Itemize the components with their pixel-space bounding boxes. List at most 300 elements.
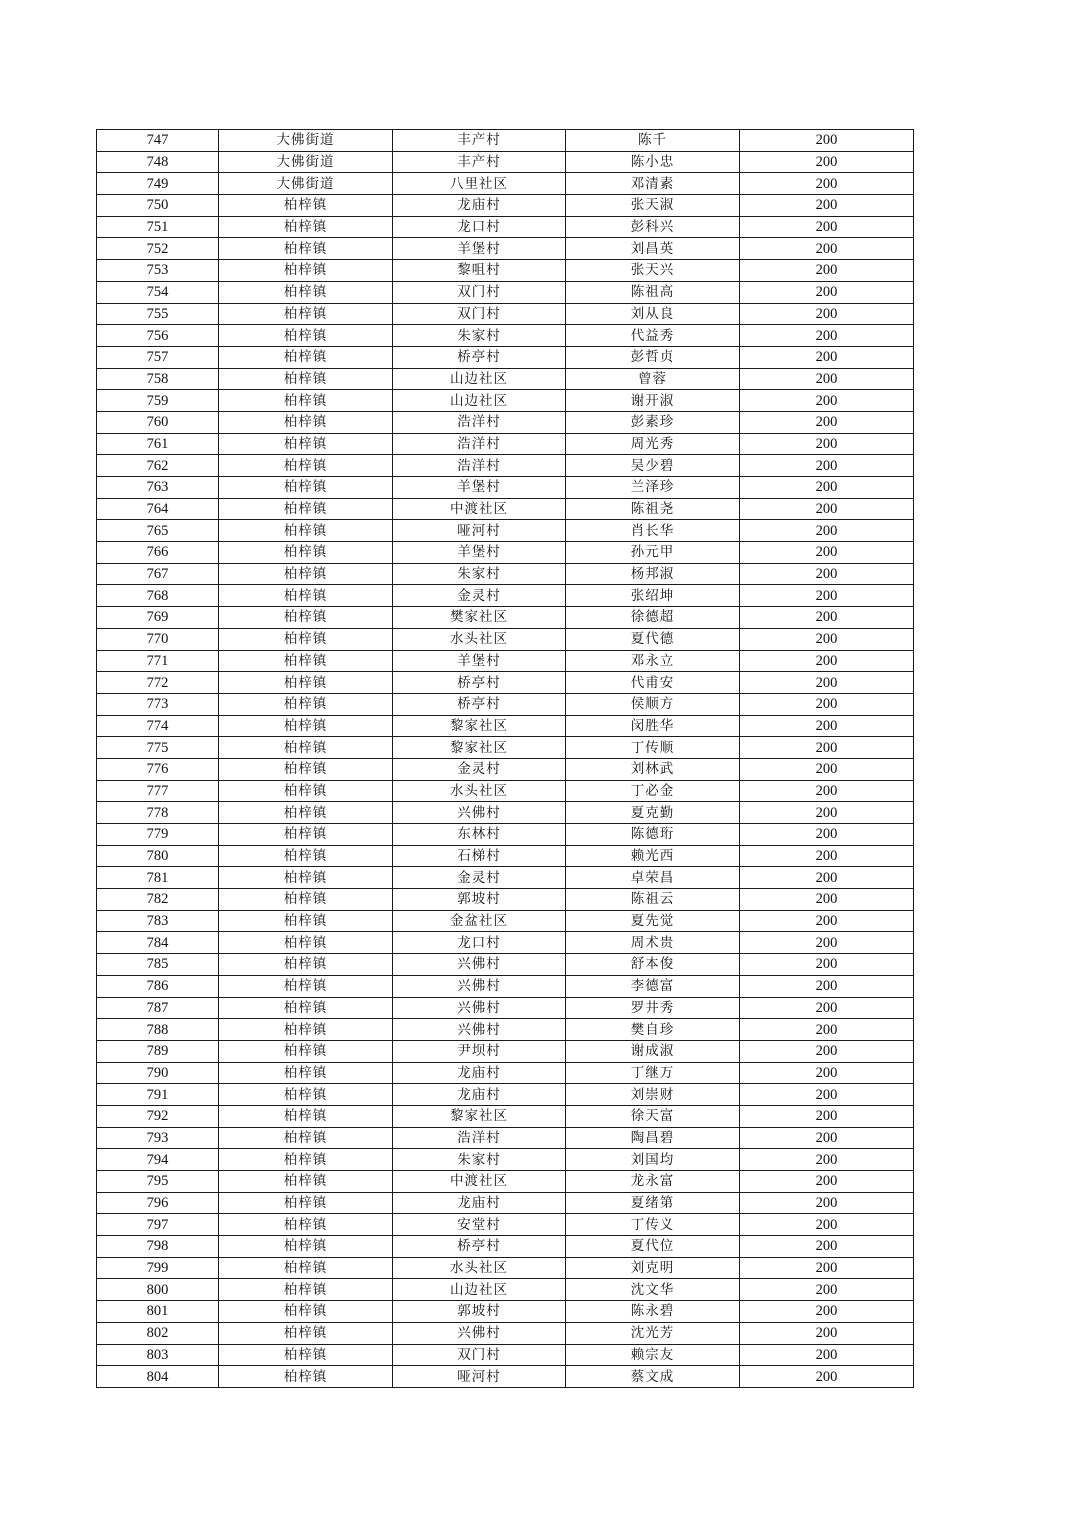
table-row (97, 303, 914, 325)
table-row (97, 1105, 914, 1127)
table-row (97, 975, 914, 997)
town-cell: 柏梓镇 (219, 845, 393, 867)
table-row (97, 997, 914, 1019)
amount-cell: 200 (740, 520, 914, 542)
row-number-cell: 789 (97, 1040, 219, 1062)
table-row (97, 411, 914, 433)
town-cell: 柏梓镇 (219, 889, 393, 911)
town-cell: 柏梓镇 (219, 975, 393, 997)
row-number-cell: 778 (97, 802, 219, 824)
amount-cell: 200 (740, 1366, 914, 1388)
amount-cell: 200 (740, 867, 914, 889)
town-cell: 柏梓镇 (219, 195, 393, 217)
row-number-cell: 783 (97, 910, 219, 932)
name-cell: 侯顺方 (566, 693, 740, 715)
town-cell: 柏梓镇 (219, 1236, 393, 1258)
village-cell: 兴佛村 (393, 954, 566, 976)
name-cell: 夏先觉 (566, 910, 740, 932)
table-row (97, 737, 914, 759)
row-number-cell: 800 (97, 1279, 219, 1301)
village-cell: 中渡社区 (393, 1171, 566, 1193)
town-cell: 柏梓镇 (219, 1019, 393, 1041)
row-number-cell: 763 (97, 477, 219, 499)
name-cell: 陈千 (566, 130, 740, 152)
amount-cell: 200 (740, 1214, 914, 1236)
name-cell: 罗井秀 (566, 997, 740, 1019)
row-number-cell: 754 (97, 281, 219, 303)
name-cell: 沈光芳 (566, 1322, 740, 1344)
row-number-cell: 752 (97, 238, 219, 260)
name-cell: 徐德超 (566, 607, 740, 629)
town-cell: 柏梓镇 (219, 1040, 393, 1062)
amount-cell: 200 (740, 368, 914, 390)
village-cell: 金盆社区 (393, 910, 566, 932)
town-cell: 柏梓镇 (219, 1344, 393, 1366)
town-cell: 柏梓镇 (219, 932, 393, 954)
town-cell: 柏梓镇 (219, 910, 393, 932)
table-row (97, 563, 914, 585)
town-cell: 柏梓镇 (219, 1214, 393, 1236)
amount-cell: 200 (740, 1301, 914, 1323)
village-cell: 郭坡村 (393, 1301, 566, 1323)
row-number-cell: 776 (97, 758, 219, 780)
town-cell: 柏梓镇 (219, 1279, 393, 1301)
amount-cell: 200 (740, 737, 914, 759)
town-cell: 柏梓镇 (219, 260, 393, 282)
town-cell: 柏梓镇 (219, 498, 393, 520)
row-number-cell: 764 (97, 498, 219, 520)
town-cell: 柏梓镇 (219, 303, 393, 325)
town-cell: 柏梓镇 (219, 628, 393, 650)
village-cell: 哑河村 (393, 520, 566, 542)
amount-cell: 200 (740, 954, 914, 976)
row-number-cell: 781 (97, 867, 219, 889)
table-row (97, 1344, 914, 1366)
village-cell: 黎家社区 (393, 737, 566, 759)
town-cell: 柏梓镇 (219, 477, 393, 499)
town-cell: 柏梓镇 (219, 433, 393, 455)
village-cell: 朱家村 (393, 325, 566, 347)
table-row (97, 1257, 914, 1279)
row-number-cell: 753 (97, 260, 219, 282)
amount-cell: 200 (740, 130, 914, 152)
town-cell: 柏梓镇 (219, 1257, 393, 1279)
row-number-cell: 782 (97, 889, 219, 911)
row-number-cell: 748 (97, 151, 219, 173)
name-cell: 卓荣昌 (566, 867, 740, 889)
table-row (97, 889, 914, 911)
amount-cell: 200 (740, 1192, 914, 1214)
amount-cell: 200 (740, 1105, 914, 1127)
village-cell: 龙庙村 (393, 1062, 566, 1084)
town-cell: 柏梓镇 (219, 346, 393, 368)
table-row (97, 368, 914, 390)
town-cell: 柏梓镇 (219, 585, 393, 607)
town-cell: 柏梓镇 (219, 737, 393, 759)
amount-cell: 200 (740, 628, 914, 650)
town-cell: 柏梓镇 (219, 216, 393, 238)
amount-cell: 200 (740, 1171, 914, 1193)
row-number-cell: 794 (97, 1149, 219, 1171)
town-cell: 柏梓镇 (219, 1171, 393, 1193)
amount-cell: 200 (740, 542, 914, 564)
table-row (97, 195, 914, 217)
village-cell: 桥亭村 (393, 346, 566, 368)
row-number-cell: 769 (97, 607, 219, 629)
table-row (97, 1019, 914, 1041)
town-cell: 柏梓镇 (219, 758, 393, 780)
name-cell: 徐天富 (566, 1105, 740, 1127)
amount-cell: 200 (740, 1257, 914, 1279)
row-number-cell: 760 (97, 411, 219, 433)
town-cell: 柏梓镇 (219, 715, 393, 737)
name-cell: 邓永立 (566, 650, 740, 672)
table-row (97, 325, 914, 347)
town-cell: 柏梓镇 (219, 1301, 393, 1323)
table-row (97, 498, 914, 520)
row-number-cell: 755 (97, 303, 219, 325)
town-cell: 柏梓镇 (219, 1366, 393, 1388)
table-row (97, 477, 914, 499)
amount-cell: 200 (740, 650, 914, 672)
town-cell: 柏梓镇 (219, 520, 393, 542)
amount-cell: 200 (740, 346, 914, 368)
village-cell: 兴佛村 (393, 997, 566, 1019)
amount-cell: 200 (740, 238, 914, 260)
village-cell: 兴佛村 (393, 802, 566, 824)
amount-cell: 200 (740, 216, 914, 238)
amount-cell: 200 (740, 477, 914, 499)
village-cell: 龙庙村 (393, 1192, 566, 1214)
table-row (97, 1236, 914, 1258)
village-cell: 黎咀村 (393, 260, 566, 282)
village-cell: 双门村 (393, 281, 566, 303)
town-cell: 柏梓镇 (219, 563, 393, 585)
name-cell: 李德富 (566, 975, 740, 997)
amount-cell: 200 (740, 932, 914, 954)
village-cell: 石梯村 (393, 845, 566, 867)
table-row (97, 151, 914, 173)
name-cell: 孙元甲 (566, 542, 740, 564)
table-row (97, 585, 914, 607)
table-row (97, 455, 914, 477)
town-cell: 柏梓镇 (219, 824, 393, 846)
town-cell: 柏梓镇 (219, 780, 393, 802)
town-cell: 柏梓镇 (219, 368, 393, 390)
row-number-cell: 799 (97, 1257, 219, 1279)
village-cell: 浩洋村 (393, 1127, 566, 1149)
name-cell: 杨邦淑 (566, 563, 740, 585)
village-cell: 金灵村 (393, 585, 566, 607)
village-cell: 兴佛村 (393, 975, 566, 997)
name-cell: 周术贵 (566, 932, 740, 954)
name-cell: 闵胜华 (566, 715, 740, 737)
town-cell: 柏梓镇 (219, 1149, 393, 1171)
village-cell: 桥亭村 (393, 1236, 566, 1258)
row-number-cell: 780 (97, 845, 219, 867)
table-row (97, 1040, 914, 1062)
table-row (97, 281, 914, 303)
table-row (97, 1171, 914, 1193)
name-cell: 陈祖高 (566, 281, 740, 303)
row-number-cell: 793 (97, 1127, 219, 1149)
row-number-cell: 801 (97, 1301, 219, 1323)
row-number-cell: 788 (97, 1019, 219, 1041)
village-cell: 龙庙村 (393, 1084, 566, 1106)
table-row (97, 433, 914, 455)
village-cell: 羊堡村 (393, 238, 566, 260)
table-row (97, 824, 914, 846)
amount-cell: 200 (740, 1040, 914, 1062)
name-cell: 刘昌英 (566, 238, 740, 260)
name-cell: 陈永碧 (566, 1301, 740, 1323)
name-cell: 谢成淑 (566, 1040, 740, 1062)
table-row (97, 693, 914, 715)
village-cell: 龙庙村 (393, 195, 566, 217)
village-cell: 樊家社区 (393, 607, 566, 629)
town-cell: 柏梓镇 (219, 542, 393, 564)
row-number-cell: 765 (97, 520, 219, 542)
amount-cell: 200 (740, 260, 914, 282)
row-number-cell: 770 (97, 628, 219, 650)
row-number-cell: 775 (97, 737, 219, 759)
amount-cell: 200 (740, 1084, 914, 1106)
row-number-cell: 773 (97, 693, 219, 715)
town-cell: 柏梓镇 (219, 693, 393, 715)
table-row (97, 390, 914, 412)
row-number-cell: 798 (97, 1236, 219, 1258)
name-cell: 樊自珍 (566, 1019, 740, 1041)
amount-cell: 200 (740, 758, 914, 780)
table-row (97, 1192, 914, 1214)
village-cell: 兴佛村 (393, 1322, 566, 1344)
amount-cell: 200 (740, 845, 914, 867)
amount-cell: 200 (740, 1019, 914, 1041)
town-cell: 柏梓镇 (219, 867, 393, 889)
name-cell: 夏代德 (566, 628, 740, 650)
row-number-cell: 786 (97, 975, 219, 997)
table-row (97, 173, 914, 195)
name-cell: 陈德珩 (566, 824, 740, 846)
table-row (97, 845, 914, 867)
table-row (97, 1279, 914, 1301)
amount-cell: 200 (740, 1062, 914, 1084)
village-cell: 水头社区 (393, 1257, 566, 1279)
row-number-cell: 747 (97, 130, 219, 152)
row-number-cell: 761 (97, 433, 219, 455)
row-number-cell: 803 (97, 1344, 219, 1366)
row-number-cell: 762 (97, 455, 219, 477)
name-cell: 赖光西 (566, 845, 740, 867)
row-number-cell: 777 (97, 780, 219, 802)
row-number-cell: 785 (97, 954, 219, 976)
name-cell: 舒本俊 (566, 954, 740, 976)
name-cell: 彭科兴 (566, 216, 740, 238)
row-number-cell: 756 (97, 325, 219, 347)
village-cell: 山边社区 (393, 368, 566, 390)
village-cell: 东林村 (393, 824, 566, 846)
village-cell: 双门村 (393, 1344, 566, 1366)
amount-cell: 200 (740, 802, 914, 824)
amount-cell: 200 (740, 303, 914, 325)
row-number-cell: 804 (97, 1366, 219, 1388)
name-cell: 沈文华 (566, 1279, 740, 1301)
village-cell: 尹坝村 (393, 1040, 566, 1062)
row-number-cell: 768 (97, 585, 219, 607)
table-row (97, 715, 914, 737)
amount-cell: 200 (740, 715, 914, 737)
amount-cell: 200 (740, 390, 914, 412)
town-cell: 柏梓镇 (219, 650, 393, 672)
table-row (97, 607, 914, 629)
name-cell: 丁传顺 (566, 737, 740, 759)
amount-cell: 200 (740, 607, 914, 629)
table-row (97, 954, 914, 976)
amount-cell: 200 (740, 1127, 914, 1149)
table-row (97, 520, 914, 542)
name-cell: 彭素珍 (566, 411, 740, 433)
table-row (97, 802, 914, 824)
town-cell: 柏梓镇 (219, 390, 393, 412)
village-cell: 郭坡村 (393, 889, 566, 911)
table-row (97, 1084, 914, 1106)
table-row (97, 1149, 914, 1171)
name-cell: 张天兴 (566, 260, 740, 282)
row-number-cell: 797 (97, 1214, 219, 1236)
amount-cell: 200 (740, 910, 914, 932)
row-number-cell: 757 (97, 346, 219, 368)
row-number-cell: 796 (97, 1192, 219, 1214)
village-cell: 水头社区 (393, 780, 566, 802)
village-cell: 羊堡村 (393, 542, 566, 564)
name-cell: 丁传义 (566, 1214, 740, 1236)
amount-cell: 200 (740, 325, 914, 347)
row-number-cell: 790 (97, 1062, 219, 1084)
table-row (97, 758, 914, 780)
town-cell: 柏梓镇 (219, 954, 393, 976)
table-row (97, 628, 914, 650)
amount-cell: 200 (740, 281, 914, 303)
town-cell: 柏梓镇 (219, 411, 393, 433)
amount-cell: 200 (740, 195, 914, 217)
table-row (97, 932, 914, 954)
name-cell: 夏代位 (566, 1236, 740, 1258)
amount-cell: 200 (740, 1322, 914, 1344)
name-cell: 陶昌碧 (566, 1127, 740, 1149)
amount-cell: 200 (740, 173, 914, 195)
row-number-cell: 759 (97, 390, 219, 412)
village-cell: 金灵村 (393, 867, 566, 889)
name-cell: 陈小忠 (566, 151, 740, 173)
row-number-cell: 795 (97, 1171, 219, 1193)
table-row (97, 1301, 914, 1323)
amount-cell: 200 (740, 780, 914, 802)
table-row (97, 216, 914, 238)
row-number-cell: 751 (97, 216, 219, 238)
amount-cell: 200 (740, 1236, 914, 1258)
row-number-cell: 787 (97, 997, 219, 1019)
table-row (97, 780, 914, 802)
town-cell: 柏梓镇 (219, 238, 393, 260)
amount-cell: 200 (740, 693, 914, 715)
row-number-cell: 791 (97, 1084, 219, 1106)
table-row (97, 346, 914, 368)
row-number-cell: 774 (97, 715, 219, 737)
row-number-cell: 767 (97, 563, 219, 585)
amount-cell: 200 (740, 411, 914, 433)
row-number-cell: 784 (97, 932, 219, 954)
town-cell: 大佛街道 (219, 151, 393, 173)
table-row (97, 1127, 914, 1149)
town-cell: 柏梓镇 (219, 325, 393, 347)
amount-cell: 200 (740, 455, 914, 477)
name-cell: 代甫安 (566, 672, 740, 694)
village-cell: 龙口村 (393, 216, 566, 238)
name-cell: 肖长华 (566, 520, 740, 542)
name-cell: 吴少碧 (566, 455, 740, 477)
amount-cell: 200 (740, 498, 914, 520)
village-cell: 龙口村 (393, 932, 566, 954)
name-cell: 赖宗友 (566, 1344, 740, 1366)
name-cell: 周光秀 (566, 433, 740, 455)
name-cell: 丁必金 (566, 780, 740, 802)
village-cell: 浩洋村 (393, 433, 566, 455)
row-number-cell: 771 (97, 650, 219, 672)
name-cell: 夏克勤 (566, 802, 740, 824)
name-cell: 张绍坤 (566, 585, 740, 607)
village-cell: 羊堡村 (393, 477, 566, 499)
table-row (97, 650, 914, 672)
table-row (97, 672, 914, 694)
village-cell: 朱家村 (393, 563, 566, 585)
town-cell: 柏梓镇 (219, 455, 393, 477)
name-cell: 陈祖尧 (566, 498, 740, 520)
name-cell: 彭哲贞 (566, 346, 740, 368)
village-cell: 哑河村 (393, 1366, 566, 1388)
amount-cell: 200 (740, 585, 914, 607)
table-row (97, 1322, 914, 1344)
name-cell: 兰泽珍 (566, 477, 740, 499)
village-cell: 八里社区 (393, 173, 566, 195)
name-cell: 龙永富 (566, 1171, 740, 1193)
table-body (97, 130, 914, 1388)
name-cell: 刘从良 (566, 303, 740, 325)
town-cell: 柏梓镇 (219, 1062, 393, 1084)
amount-cell: 200 (740, 997, 914, 1019)
amount-cell: 200 (740, 1149, 914, 1171)
town-cell: 柏梓镇 (219, 802, 393, 824)
village-cell: 兴佛村 (393, 1019, 566, 1041)
table-row (97, 130, 914, 152)
village-cell: 黎家社区 (393, 715, 566, 737)
name-cell: 邓清素 (566, 173, 740, 195)
amount-cell: 200 (740, 1344, 914, 1366)
amount-cell: 200 (740, 433, 914, 455)
row-number-cell: 766 (97, 542, 219, 564)
row-number-cell: 772 (97, 672, 219, 694)
row-number-cell: 792 (97, 1105, 219, 1127)
village-cell: 朱家村 (393, 1149, 566, 1171)
name-cell: 刘国均 (566, 1149, 740, 1171)
village-cell: 金灵村 (393, 758, 566, 780)
row-number-cell: 758 (97, 368, 219, 390)
town-cell: 柏梓镇 (219, 672, 393, 694)
data-table (96, 129, 914, 1388)
village-cell: 双门村 (393, 303, 566, 325)
table-row (97, 1366, 914, 1388)
name-cell: 陈祖云 (566, 889, 740, 911)
name-cell: 刘克明 (566, 1257, 740, 1279)
